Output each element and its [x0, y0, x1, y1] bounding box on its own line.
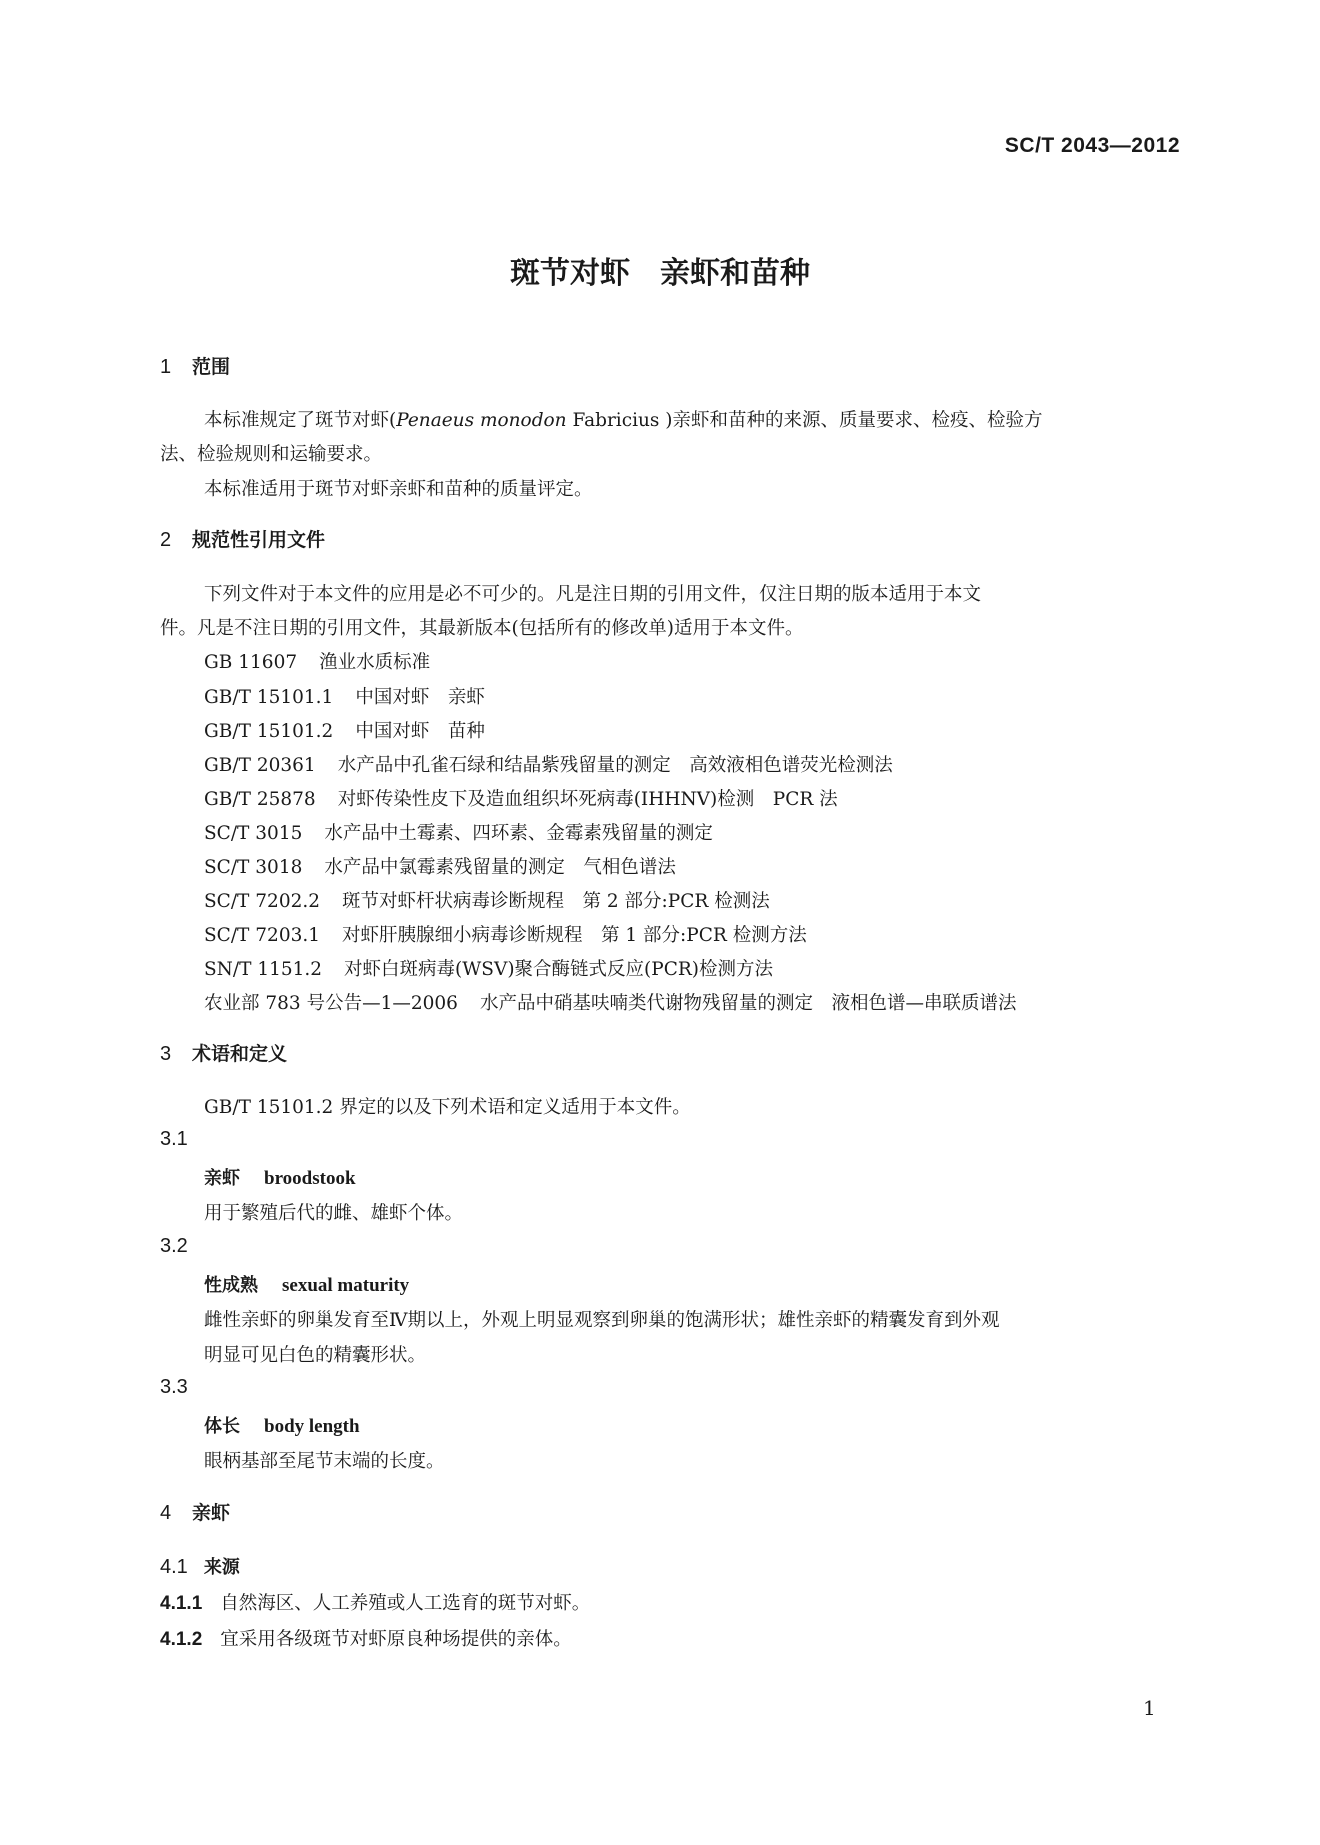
page-number: 1	[1143, 1696, 1156, 1720]
term-zh: 亲虾	[204, 1168, 240, 1189]
reference-item	[204, 751, 893, 777]
reference-title: 水产品中孔雀石绿和结晶紫残留量的测定 高效液相色谱荧光检测法	[337, 755, 893, 776]
term-zh: 性成熟	[204, 1275, 258, 1296]
subsection-number: 4.1	[160, 1556, 188, 1578]
reference-item	[204, 989, 1016, 1015]
reference-code: SC/T 7203.1	[204, 925, 321, 946]
reference-title: 对虾传染性皮下及造血组织坏死病毒(IHHNV)检测 PCR 法	[337, 789, 838, 810]
reference-title: 中国对虾 苗种	[355, 721, 485, 742]
section-number: 2	[160, 529, 172, 551]
section-title: 规范性引用文件	[192, 529, 326, 551]
section-2-heading	[160, 525, 325, 552]
section-number: 1	[160, 356, 172, 378]
section-title: 范围	[192, 356, 231, 378]
reference-item	[204, 819, 713, 845]
subsection-4-1	[160, 1553, 240, 1579]
clause-4-1-2	[160, 1625, 572, 1651]
text-span: 本标准规定了斑节对虾(	[204, 410, 397, 431]
reference-item	[204, 785, 838, 811]
reference-code: GB/T 15101.2	[204, 721, 334, 742]
term-definition: 眼柄基部至尾节末端的长度。	[204, 1451, 445, 1472]
scope-paragraph-2: 本标准适用于斑节对虾亲虾和苗种的质量评定。	[204, 479, 593, 500]
term-definition-line2: 明显可见白色的精囊形状。	[204, 1345, 427, 1366]
clause-text: 宜采用各级斑节对虾原良种场提供的亲体。	[220, 1629, 572, 1650]
term-en: sexual maturity	[282, 1275, 410, 1296]
reference-code: 农业部 783 号公告—1—2006	[204, 993, 458, 1014]
section-1-heading	[160, 352, 230, 379]
standard-number: SC/T 2043—2012	[1004, 134, 1180, 157]
clause-number: 4.1.1	[160, 1593, 203, 1614]
term-en: body length	[264, 1416, 360, 1437]
section-title: 术语和定义	[192, 1043, 288, 1065]
reference-item	[204, 955, 773, 981]
reference-title: 水产品中硝基呋喃类代谢物残留量的测定 液相色谱—串联质谱法	[479, 993, 1017, 1014]
reference-item	[204, 648, 430, 674]
reference-item	[204, 921, 807, 947]
section-number: 3	[160, 1043, 172, 1065]
section-number: 4	[160, 1502, 172, 1524]
reference-title: 水产品中氯霉素残留量的测定 气相色谱法	[324, 857, 676, 878]
term-number: 3.3	[160, 1376, 188, 1398]
reference-title: 中国对虾 亲虾	[355, 687, 485, 708]
reference-title: 水产品中土霉素、四环素、金霉素残留量的测定	[324, 823, 713, 844]
reference-code: SC/T 3015	[204, 823, 303, 844]
reference-item	[204, 717, 485, 743]
term-zh: 体长	[204, 1416, 240, 1437]
reference-code: GB/T 20361	[204, 755, 316, 776]
reference-title: 对虾肝胰腺细小病毒诊断规程 第 1 部分:PCR 检测方法	[342, 925, 807, 946]
scope-paragraph-line2: 法、检验规则和运输要求。	[160, 444, 383, 465]
term-heading	[204, 1164, 356, 1190]
scientific-name: Penaeus monodon	[396, 410, 567, 431]
reference-code: GB/T 15101.1	[204, 687, 334, 708]
term-number: 3.2	[160, 1235, 188, 1257]
reference-code: SN/T 1151.2	[204, 959, 323, 980]
reference-item	[204, 853, 676, 879]
term-definition: 用于繁殖后代的雌、雄虾个体。	[204, 1203, 464, 1224]
reference-item	[204, 683, 485, 709]
clause-number: 4.1.2	[160, 1629, 203, 1650]
section-title: 亲虾	[192, 1502, 231, 1524]
reference-title: 渔业水质标准	[319, 652, 431, 673]
section-3-heading	[160, 1039, 287, 1066]
term-heading	[204, 1271, 409, 1297]
term-definition-line1: 雌性亲虾的卵巢发育至Ⅳ期以上，外观上明显观察到卵巢的饱满形状；雄性亲虾的精囊发育到外观	[204, 1310, 1000, 1331]
reference-title: 斑节对虾杆状病毒诊断规程 第 2 部分:PCR 检测法	[342, 891, 770, 912]
term-number: 3.1	[160, 1128, 188, 1150]
references-intro-line1: 下列文件对于本文件的应用是必不可少的。凡是注日期的引用文件，仅注日期的版本适用于本文	[204, 584, 982, 605]
reference-code: SC/T 7202.2	[204, 891, 321, 912]
reference-code: SC/T 3018	[204, 857, 303, 878]
references-intro-line2: 件。凡是不注日期的引用文件，其最新版本(包括所有的修改单)适用于本文件。	[160, 618, 804, 639]
clause-text: 自然海区、人工养殖或人工选育的斑节对虾。	[220, 1593, 591, 1614]
section-4-heading	[160, 1498, 230, 1525]
reference-code: GB/T 25878	[204, 789, 316, 810]
reference-item	[204, 887, 770, 913]
scope-paragraph-line1	[204, 406, 1043, 432]
document-title: 斑节对虾 亲虾和苗种	[510, 256, 810, 291]
text-span: Fabricius )亲虾和苗种的来源、质量要求、检疫、检验方	[566, 410, 1043, 431]
subsection-title: 来源	[203, 1557, 240, 1578]
term-en: broodstook	[264, 1168, 356, 1189]
reference-code: GB 11607	[204, 652, 298, 673]
terms-intro: GB/T 15101.2 界定的以及下列术语和定义适用于本文件。	[204, 1097, 691, 1118]
reference-title: 对虾白斑病毒(WSV)聚合酶链式反应(PCR)检测方法	[344, 959, 773, 980]
clause-4-1-1	[160, 1589, 590, 1615]
term-heading	[204, 1412, 360, 1438]
